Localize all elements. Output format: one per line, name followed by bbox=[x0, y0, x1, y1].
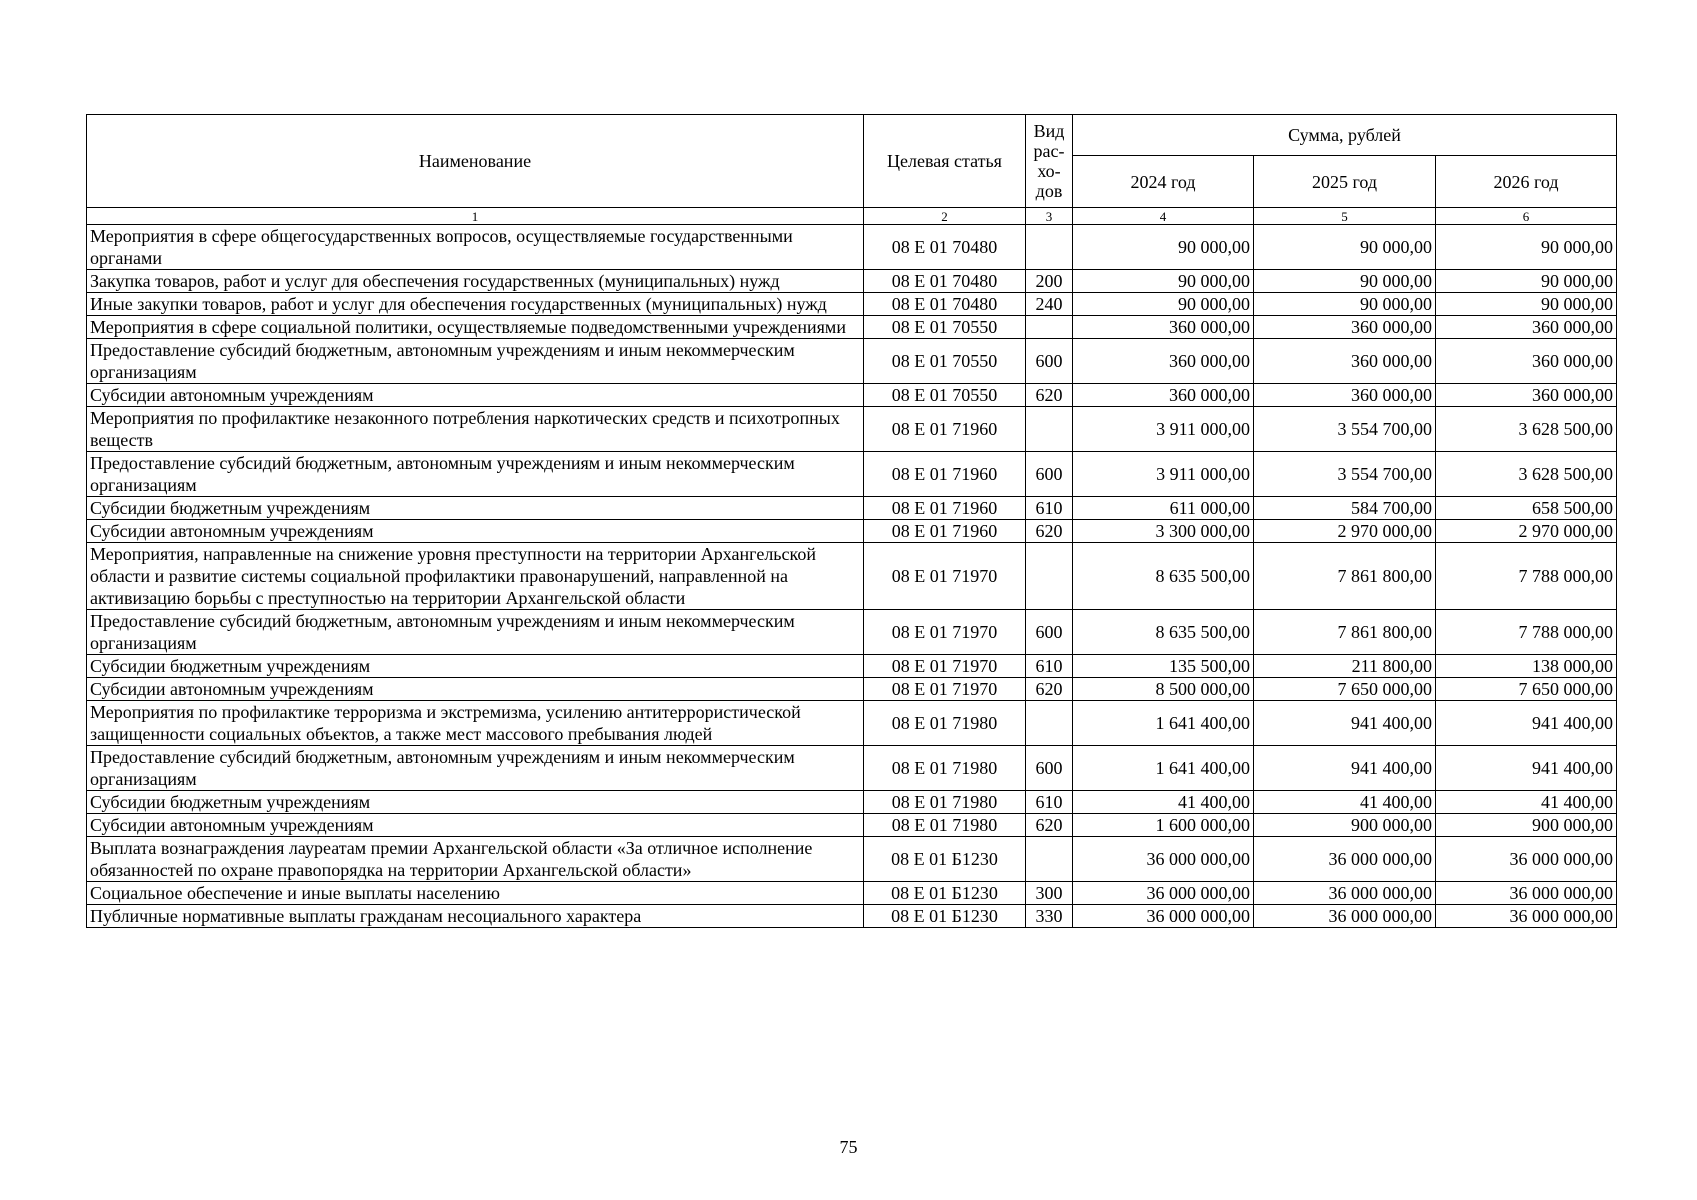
row-name: Субсидии бюджетным учреждениям bbox=[87, 497, 864, 520]
row-target-article: 08 Е 01 70480 bbox=[864, 225, 1026, 270]
row-expense-kind: 600 bbox=[1026, 746, 1073, 791]
row-target-article: 08 Е 01 70480 bbox=[864, 270, 1026, 293]
row-name: Выплата вознаграждения лауреатам премии Архангельской области «За отличное исполнение обязанностей по охране правопорядка на территории Архангельской области» bbox=[87, 837, 864, 882]
column-number: 1 bbox=[87, 208, 864, 225]
row-target-article: 08 Е 01 71960 bbox=[864, 452, 1026, 497]
row-amount-2026: 41 400,00 bbox=[1436, 791, 1617, 814]
row-expense-kind: 600 bbox=[1026, 610, 1073, 655]
row-name: Субсидии автономным учреждениям bbox=[87, 814, 864, 837]
row-amount-2025: 7 650 000,00 bbox=[1254, 678, 1436, 701]
row-amount-2025: 941 400,00 bbox=[1254, 746, 1436, 791]
row-amount-2025: 360 000,00 bbox=[1254, 384, 1436, 407]
row-amount-2026: 3 628 500,00 bbox=[1436, 407, 1617, 452]
page-number: 75 bbox=[839, 1137, 858, 1157]
table-row bbox=[87, 655, 1617, 678]
table-row bbox=[87, 339, 1617, 384]
row-name: Субсидии бюджетным учреждениям bbox=[87, 791, 864, 814]
table-row bbox=[87, 882, 1617, 905]
row-target-article: 08 Е 01 71980 bbox=[864, 814, 1026, 837]
row-amount-2024: 90 000,00 bbox=[1073, 225, 1254, 270]
row-amount-2026: 36 000 000,00 bbox=[1436, 882, 1617, 905]
column-number: 2 bbox=[864, 208, 1026, 225]
row-amount-2026: 941 400,00 bbox=[1436, 701, 1617, 746]
row-amount-2025: 360 000,00 bbox=[1254, 339, 1436, 384]
row-amount-2025: 211 800,00 bbox=[1254, 655, 1436, 678]
row-expense-kind: 300 bbox=[1026, 882, 1073, 905]
table-row bbox=[87, 610, 1617, 655]
table-row bbox=[87, 225, 1617, 270]
row-expense-kind bbox=[1026, 543, 1073, 610]
row-amount-2025: 3 554 700,00 bbox=[1254, 407, 1436, 452]
row-target-article: 08 Е 01 Б1230 bbox=[864, 882, 1026, 905]
row-target-article: 08 Е 01 71960 bbox=[864, 407, 1026, 452]
header-year-2024: 2024 год bbox=[1073, 156, 1254, 208]
row-name: Публичные нормативные выплаты гражданам несоциального характера bbox=[87, 905, 864, 928]
row-expense-kind: 620 bbox=[1026, 520, 1073, 543]
row-amount-2026: 36 000 000,00 bbox=[1436, 837, 1617, 882]
table-row bbox=[87, 746, 1617, 791]
row-amount-2024: 36 000 000,00 bbox=[1073, 905, 1254, 928]
row-amount-2025: 360 000,00 bbox=[1254, 316, 1436, 339]
row-amount-2024: 3 911 000,00 bbox=[1073, 452, 1254, 497]
row-amount-2025: 584 700,00 bbox=[1254, 497, 1436, 520]
row-expense-kind: 200 bbox=[1026, 270, 1073, 293]
row-name: Предоставление субсидий бюджетным, автономным учреждениям и иным некоммерческим организациям bbox=[87, 452, 864, 497]
row-name: Мероприятия по профилактике незаконного потребления наркотических средств и психотропных веществ bbox=[87, 407, 864, 452]
table-row bbox=[87, 384, 1617, 407]
row-amount-2024: 360 000,00 bbox=[1073, 384, 1254, 407]
table-row bbox=[87, 814, 1617, 837]
row-expense-kind: 600 bbox=[1026, 339, 1073, 384]
row-amount-2025: 90 000,00 bbox=[1254, 293, 1436, 316]
header-year-2025: 2025 год bbox=[1254, 156, 1436, 208]
row-amount-2024: 8 500 000,00 bbox=[1073, 678, 1254, 701]
row-amount-2025: 7 861 800,00 bbox=[1254, 610, 1436, 655]
row-amount-2026: 900 000,00 bbox=[1436, 814, 1617, 837]
row-target-article: 08 Е 01 70550 bbox=[864, 339, 1026, 384]
row-target-article: 08 Е 01 71980 bbox=[864, 746, 1026, 791]
row-amount-2025: 90 000,00 bbox=[1254, 270, 1436, 293]
row-amount-2024: 41 400,00 bbox=[1073, 791, 1254, 814]
row-expense-kind: 610 bbox=[1026, 655, 1073, 678]
row-name: Субсидии автономным учреждениям bbox=[87, 384, 864, 407]
row-amount-2025: 90 000,00 bbox=[1254, 225, 1436, 270]
row-expense-kind bbox=[1026, 316, 1073, 339]
row-amount-2024: 8 635 500,00 bbox=[1073, 610, 1254, 655]
row-amount-2024: 360 000,00 bbox=[1073, 316, 1254, 339]
row-expense-kind bbox=[1026, 225, 1073, 270]
row-amount-2024: 36 000 000,00 bbox=[1073, 882, 1254, 905]
header-name: Наименование bbox=[87, 115, 864, 208]
table-row bbox=[87, 905, 1617, 928]
row-name: Мероприятия по профилактике терроризма и экстремизма, усилению антитеррористической защищенности социальных объектов, а также мест массового пребывания людей bbox=[87, 701, 864, 746]
table-row bbox=[87, 678, 1617, 701]
header-year-2026: 2026 год bbox=[1436, 156, 1617, 208]
row-amount-2025: 41 400,00 bbox=[1254, 791, 1436, 814]
row-amount-2026: 138 000,00 bbox=[1436, 655, 1617, 678]
header-sum: Сумма, рублей bbox=[1073, 115, 1617, 156]
row-amount-2026: 360 000,00 bbox=[1436, 316, 1617, 339]
row-target-article: 08 Е 01 71980 bbox=[864, 701, 1026, 746]
header-target-article: Целевая статья bbox=[864, 115, 1026, 208]
row-amount-2024: 90 000,00 bbox=[1073, 293, 1254, 316]
row-amount-2026: 941 400,00 bbox=[1436, 746, 1617, 791]
table-row bbox=[87, 520, 1617, 543]
row-expense-kind bbox=[1026, 407, 1073, 452]
row-target-article: 08 Е 01 71970 bbox=[864, 655, 1026, 678]
table-row bbox=[87, 701, 1617, 746]
row-target-article: 08 Е 01 70550 bbox=[864, 316, 1026, 339]
row-amount-2024: 360 000,00 bbox=[1073, 339, 1254, 384]
table-row bbox=[87, 407, 1617, 452]
row-target-article: 08 Е 01 71960 bbox=[864, 520, 1026, 543]
table-row bbox=[87, 452, 1617, 497]
row-amount-2024: 90 000,00 bbox=[1073, 270, 1254, 293]
row-amount-2026: 360 000,00 bbox=[1436, 339, 1617, 384]
row-amount-2024: 1 641 400,00 bbox=[1073, 701, 1254, 746]
row-target-article: 08 Е 01 71980 bbox=[864, 791, 1026, 814]
row-amount-2024: 1 600 000,00 bbox=[1073, 814, 1254, 837]
row-name: Иные закупки товаров, работ и услуг для обеспечения государственных (муниципальных) нужд bbox=[87, 293, 864, 316]
column-number: 5 bbox=[1254, 208, 1436, 225]
row-name: Закупка товаров, работ и услуг для обеспечения государственных (муниципальных) нужд bbox=[87, 270, 864, 293]
row-name: Предоставление субсидий бюджетным, автономным учреждениям и иным некоммерческим организациям bbox=[87, 610, 864, 655]
column-number: 3 bbox=[1026, 208, 1073, 225]
row-name: Субсидии автономным учреждениям bbox=[87, 678, 864, 701]
table-row bbox=[87, 837, 1617, 882]
row-target-article: 08 Е 01 71970 bbox=[864, 678, 1026, 701]
column-number: 4 bbox=[1073, 208, 1254, 225]
row-amount-2026: 90 000,00 bbox=[1436, 225, 1617, 270]
row-amount-2026: 90 000,00 bbox=[1436, 293, 1617, 316]
row-amount-2025: 900 000,00 bbox=[1254, 814, 1436, 837]
budget-table bbox=[86, 114, 1617, 928]
row-expense-kind bbox=[1026, 837, 1073, 882]
row-expense-kind: 610 bbox=[1026, 497, 1073, 520]
row-amount-2024: 611 000,00 bbox=[1073, 497, 1254, 520]
row-amount-2026: 2 970 000,00 bbox=[1436, 520, 1617, 543]
table-row bbox=[87, 791, 1617, 814]
table-body bbox=[87, 225, 1617, 928]
row-amount-2024: 135 500,00 bbox=[1073, 655, 1254, 678]
row-amount-2025: 36 000 000,00 bbox=[1254, 882, 1436, 905]
row-name: Предоставление субсидий бюджетным, автономным учреждениям и иным некоммерческим организациям bbox=[87, 746, 864, 791]
table-row bbox=[87, 543, 1617, 610]
row-amount-2024: 8 635 500,00 bbox=[1073, 543, 1254, 610]
row-amount-2025: 941 400,00 bbox=[1254, 701, 1436, 746]
row-amount-2024: 36 000 000,00 bbox=[1073, 837, 1254, 882]
row-target-article: 08 Е 01 71960 bbox=[864, 497, 1026, 520]
row-expense-kind: 240 bbox=[1026, 293, 1073, 316]
table-row bbox=[87, 497, 1617, 520]
row-name: Субсидии бюджетным учреждениям bbox=[87, 655, 864, 678]
table-header bbox=[87, 115, 1617, 225]
row-amount-2025: 3 554 700,00 bbox=[1254, 452, 1436, 497]
column-number: 6 bbox=[1436, 208, 1617, 225]
row-amount-2025: 36 000 000,00 bbox=[1254, 905, 1436, 928]
table-row bbox=[87, 293, 1617, 316]
header-expense-kind-text: Вид рас-хо-дов bbox=[1033, 121, 1065, 201]
row-amount-2026: 7 788 000,00 bbox=[1436, 610, 1617, 655]
row-amount-2026: 360 000,00 bbox=[1436, 384, 1617, 407]
row-amount-2024: 3 300 000,00 bbox=[1073, 520, 1254, 543]
row-expense-kind: 610 bbox=[1026, 791, 1073, 814]
row-expense-kind: 330 bbox=[1026, 905, 1073, 928]
row-name: Предоставление субсидий бюджетным, автономным учреждениям и иным некоммерческим организациям bbox=[87, 339, 864, 384]
row-name: Субсидии автономным учреждениям bbox=[87, 520, 864, 543]
row-amount-2025: 36 000 000,00 bbox=[1254, 837, 1436, 882]
row-expense-kind: 620 bbox=[1026, 384, 1073, 407]
row-name: Социальное обеспечение и иные выплаты населению bbox=[87, 882, 864, 905]
row-target-article: 08 Е 01 70550 bbox=[864, 384, 1026, 407]
row-amount-2026: 3 628 500,00 bbox=[1436, 452, 1617, 497]
row-expense-kind: 620 bbox=[1026, 678, 1073, 701]
row-name: Мероприятия, направленные на снижение уровня преступности на территории Архангельской области и развитие системы социальной профилактики правонарушений, направленной на активизацию борьбы с преступностью на территории Архангельской области bbox=[87, 543, 864, 610]
table-row bbox=[87, 270, 1617, 293]
row-target-article: 08 Е 01 Б1230 bbox=[864, 837, 1026, 882]
row-target-article: 08 Е 01 71970 bbox=[864, 543, 1026, 610]
row-expense-kind: 620 bbox=[1026, 814, 1073, 837]
row-expense-kind bbox=[1026, 701, 1073, 746]
row-name: Мероприятия в сфере социальной политики, осуществляемые подведомственными учреждениями bbox=[87, 316, 864, 339]
row-amount-2026: 7 650 000,00 bbox=[1436, 678, 1617, 701]
row-expense-kind: 600 bbox=[1026, 452, 1073, 497]
header-expense-kind bbox=[1026, 115, 1073, 208]
row-target-article: 08 Е 01 Б1230 bbox=[864, 905, 1026, 928]
column-numbers-row bbox=[87, 208, 1617, 225]
row-amount-2025: 7 861 800,00 bbox=[1254, 543, 1436, 610]
row-amount-2026: 36 000 000,00 bbox=[1436, 905, 1617, 928]
row-amount-2024: 3 911 000,00 bbox=[1073, 407, 1254, 452]
row-amount-2026: 7 788 000,00 bbox=[1436, 543, 1617, 610]
row-amount-2026: 90 000,00 bbox=[1436, 270, 1617, 293]
row-name: Мероприятия в сфере общегосударственных вопросов, осуществляемые государственными органами bbox=[87, 225, 864, 270]
row-amount-2026: 658 500,00 bbox=[1436, 497, 1617, 520]
row-target-article: 08 Е 01 71970 bbox=[864, 610, 1026, 655]
row-target-article: 08 Е 01 70480 bbox=[864, 293, 1026, 316]
row-amount-2024: 1 641 400,00 bbox=[1073, 746, 1254, 791]
table-row bbox=[87, 316, 1617, 339]
row-amount-2025: 2 970 000,00 bbox=[1254, 520, 1436, 543]
